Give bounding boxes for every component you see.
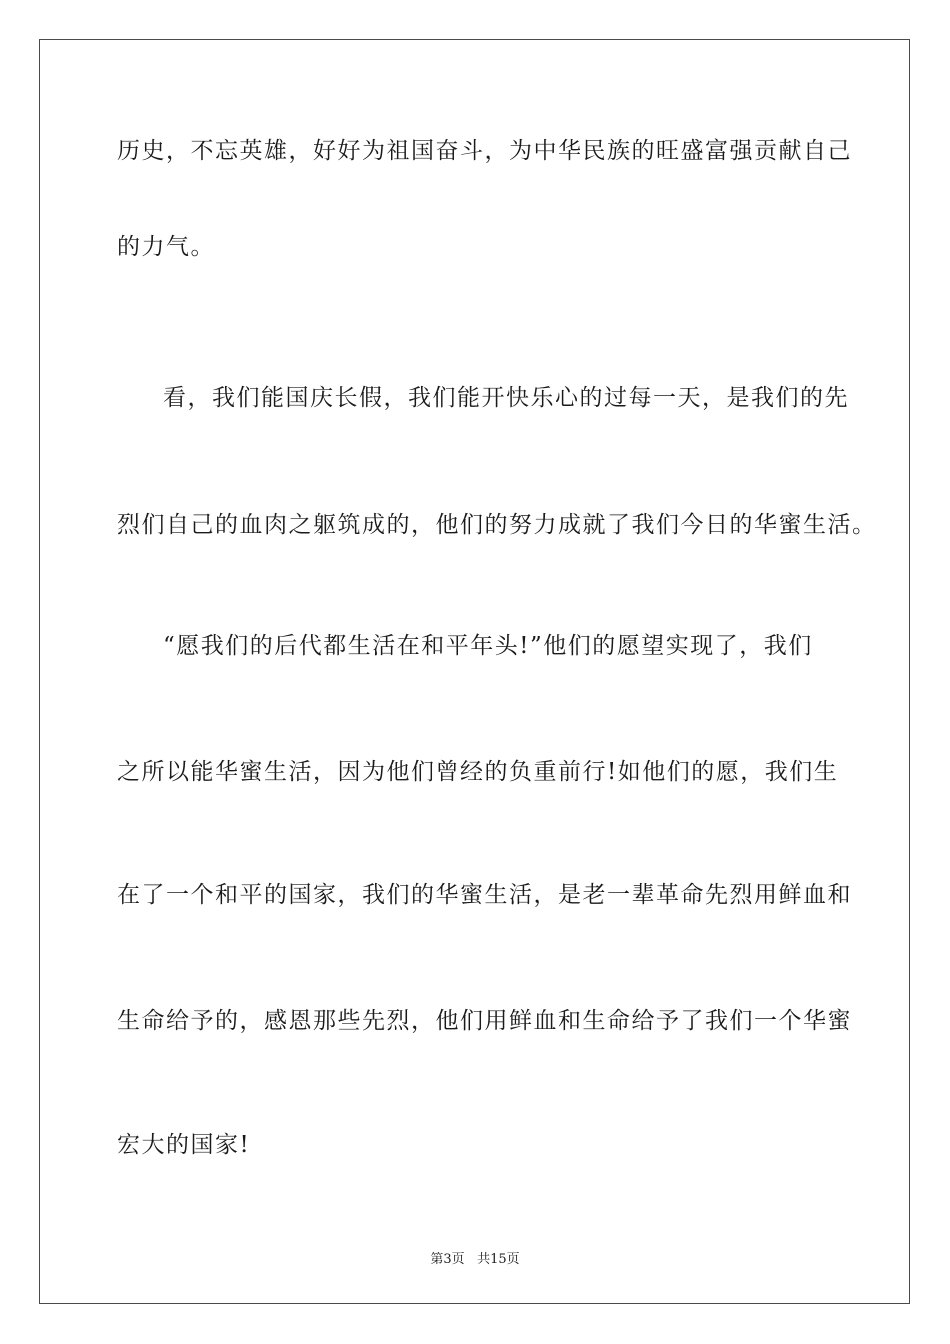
text-line-6: 之所以能华蜜生活，因为他们曾经的负重前行!如他们的愿，我们生 <box>117 759 839 785</box>
page-footer <box>0 1248 950 1267</box>
text-line-1: 历史，不忘英雄，好好为祖国奋斗，为中华民族的旺盛富强贡献自己 <box>117 138 852 164</box>
text-line-7: 在了一个和平的国家，我们的华蜜生活，是老一辈革命先烈用鲜血和 <box>117 882 852 908</box>
text-line-8: 生命给予的，感恩那些先烈，他们用鲜血和生命给予了我们一个华蜜 <box>117 1008 852 1034</box>
text-line-9: 宏大的国家! <box>117 1132 251 1158</box>
page-number: 第3页 <box>430 1252 465 1267</box>
text-line-4: 烈们自己的血肉之躯筑成的，他们的努力成就了我们今日的华蜜生活。 <box>117 512 877 538</box>
text-line-2: 的力气。 <box>117 234 215 260</box>
text-line-3: 看，我们能国庆长假，我们能开快乐心的过每一天，是我们的先 <box>163 385 849 411</box>
page-total: 共15页 <box>477 1252 520 1267</box>
text-line-5: “愿我们的后代都生活在和平年头!”他们的愿望实现了，我们 <box>163 633 813 659</box>
page-border <box>39 39 910 1304</box>
